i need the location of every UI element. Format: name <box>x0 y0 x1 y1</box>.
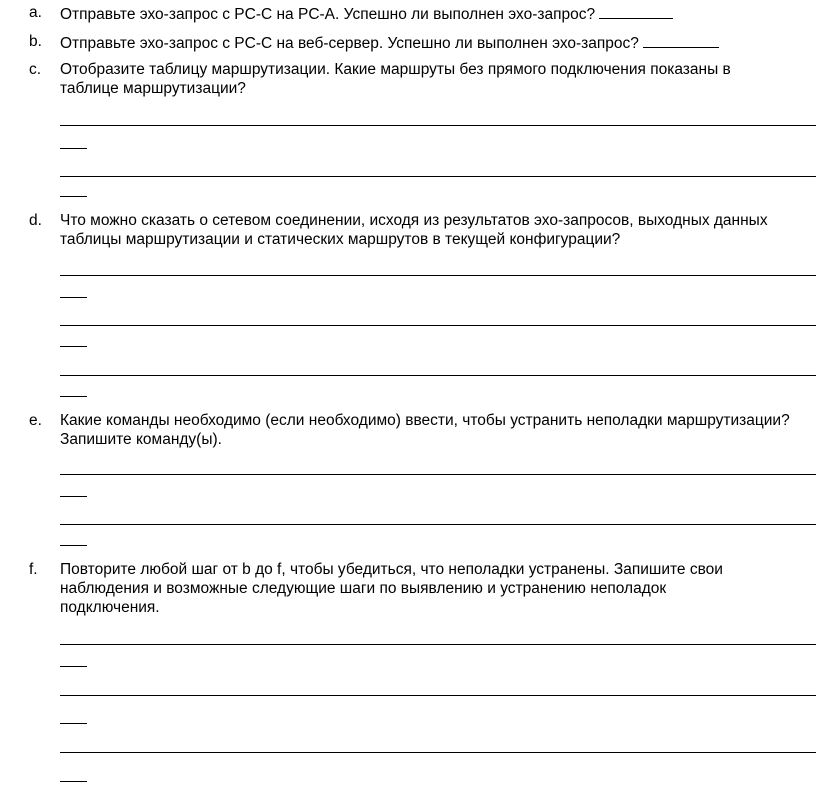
question-c-answer-line-2[interactable] <box>60 176 816 177</box>
question-c-text-block <box>60 60 816 98</box>
question-d-answer-line-2[interactable] <box>60 325 816 326</box>
question-d-answer-line-3-tail[interactable] <box>60 396 87 397</box>
question-f-answer-line-2-tail[interactable] <box>60 723 87 724</box>
question-f-answer-line-3[interactable] <box>60 752 816 753</box>
question-c-answer-line-1[interactable] <box>60 125 816 126</box>
question-b-text: Отправьте эхо-запрос с PC-C на веб-сервер. Успешно ли выполнен эхо-запрос? <box>60 35 639 52</box>
question-d-answer-line-1-tail[interactable] <box>60 297 87 298</box>
question-f-letter: f. <box>29 561 38 578</box>
question-e-answer-line-1-tail[interactable] <box>60 496 87 497</box>
question-c-text-line1: Отобразите таблицу маршрутизации. Какие маршруты без прямого подключения показаны в <box>60 61 731 78</box>
question-e-text-block <box>60 411 816 449</box>
question-b-text-block <box>60 32 816 53</box>
question-c-answer-line-2-tail[interactable] <box>60 196 87 197</box>
question-c-answer-line-1-tail[interactable] <box>60 148 87 149</box>
question-b-answer-blank[interactable] <box>643 32 719 48</box>
question-f-text-block <box>60 560 816 617</box>
question-d-answer-line-3[interactable] <box>60 375 816 376</box>
question-a-letter: a. <box>29 4 42 21</box>
question-d-text-line1: Что можно сказать о сетевом соединении, исходя из результатов эхо-запросов, выходных данных <box>60 212 768 229</box>
question-a-text-block <box>60 3 816 24</box>
question-d-text-line2: таблицы маршрутизации и статических маршрутов в текущей конфигурации? <box>60 231 621 248</box>
question-b-letter: b. <box>29 33 42 50</box>
question-d-answer-line-1[interactable] <box>60 275 816 276</box>
question-f-text-line1: Повторите любой шаг от b до f, чтобы убедиться, что неполадки устранены. Запишите свои <box>60 561 723 578</box>
question-f-answer-line-3-tail[interactable] <box>60 781 87 782</box>
question-f-answer-line-1-tail[interactable] <box>60 666 87 667</box>
question-d-text-block <box>60 211 816 249</box>
question-a-answer-blank[interactable] <box>599 3 673 19</box>
question-c-text-line2: таблице маршрутизации? <box>60 80 246 97</box>
question-f-answer-line-1[interactable] <box>60 644 816 645</box>
question-e-answer-line-1[interactable] <box>60 474 816 475</box>
question-a-text: Отправьте эхо-запрос с PC-C на PC-A. Успешно ли выполнен эхо-запрос? <box>60 6 596 23</box>
question-f-answer-line-2[interactable] <box>60 695 816 696</box>
question-e-answer-line-2[interactable] <box>60 524 816 525</box>
question-f-text-line3: подключения. <box>60 599 160 616</box>
question-d-answer-line-2-tail[interactable] <box>60 346 87 347</box>
question-e-text-line2: Запишите команду(ы). <box>60 431 222 448</box>
question-e-answer-line-2-tail[interactable] <box>60 545 87 546</box>
question-e-letter: e. <box>29 412 42 429</box>
question-f-text-line2: наблюдения и возможные следующие шаги по выявлению и устранению неполадок <box>60 580 667 597</box>
question-d-letter: d. <box>29 212 42 229</box>
question-c-letter: c. <box>29 61 42 78</box>
question-e-text-line1: Какие команды необходимо (если необходимо) ввести, чтобы устранить неполадки маршрутизации? <box>60 412 790 429</box>
